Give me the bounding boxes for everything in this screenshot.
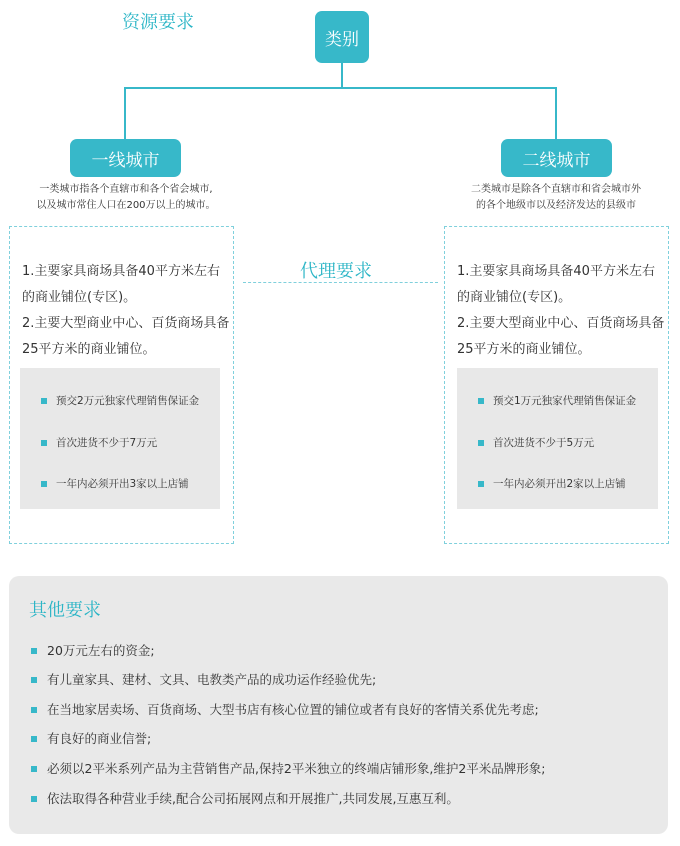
tier2-req-line: 2.主要大型商业中心、百货商场具备 [457,316,665,331]
tier1-req-line: 1.主要家具商场具备40平方米左右 [22,264,220,279]
tier2-term-item: 一年内必须开出2家以上店铺 [493,478,626,490]
category-label: 类别 [325,29,359,50]
tier2-term-item: 预交1万元独家代理销售保证金 [493,395,637,407]
tier2-requirement-text [457,259,667,363]
square-bullet-icon [41,440,47,446]
agent-requirements-title: 代理要求 [300,261,372,282]
tier2-desc-line: 二类城市是除各个直辖市和省会城市外 [471,184,641,195]
resource-requirements-title: 资源要求 [122,12,194,33]
tier1-label: 一线城市 [91,150,160,171]
other-requirement-item: 有良好的商业信誉; [47,731,152,746]
square-bullet-icon [31,736,37,742]
tier1-req-line: 的商业铺位(专区)。 [22,290,137,305]
tier2-requirements-box [444,226,669,544]
square-bullet-icon [31,677,37,683]
tier1-req-line: 2.主要大型商业中心、百货商场具备 [22,316,230,331]
tier2-terms-panel [457,368,658,509]
other-requirement-item: 必须以2平米系列产品为主营销售产品,保持2平米独立的终端店铺形象,维护2平米品牌形象; [47,761,546,776]
tier2-req-line: 1.主要家具商场具备40平方米左右 [457,264,655,279]
tier1-requirements-box [9,226,234,544]
other-requirement-item: 20万元左右的资金; [47,643,155,658]
other-requirement-item: 有儿童家具、建材、文具、电教类产品的成功运作经验优先; [47,672,377,687]
square-bullet-icon [31,707,37,713]
tier2-req-line: 的商业铺位(专区)。 [457,290,572,305]
connector-right-drop [555,87,557,139]
connector-horizontal [124,87,557,89]
connector-left-drop [124,87,126,139]
tier1-description [20,182,232,214]
tier2-req-line: 25平方米的商业铺位。 [457,342,591,357]
agent-divider [243,282,438,283]
tier2-label: 二线城市 [522,150,591,171]
square-bullet-icon [31,796,37,802]
tier1-term-item: 一年内必须开出3家以上店铺 [56,478,189,490]
tier1-desc-line: 一类城市指各个直辖市和各个省会城市, [39,184,213,195]
square-bullet-icon [31,648,37,654]
square-bullet-icon [41,481,47,487]
tier1-desc-line: 以及城市常住人口在200万以上的城市。 [36,200,216,211]
tier1-term-item: 预交2万元独家代理销售保证金 [56,395,200,407]
tier2-node [501,139,612,177]
square-bullet-icon [31,766,37,772]
tier2-desc-line: 的各个地级市以及经济发达的县级市 [476,200,636,211]
other-requirements-title: 其他要求 [29,600,101,621]
square-bullet-icon [478,440,484,446]
connector-vertical-top [341,63,343,88]
tier2-description [448,182,664,214]
tier1-req-line: 25平方米的商业铺位。 [22,342,156,357]
square-bullet-icon [478,398,484,404]
tier1-node [70,139,181,177]
other-requirement-item: 依法取得各种营业手续,配合公司拓展网点和开展推广,共同发展,互惠互利。 [47,791,459,806]
other-requirement-item: 在当地家居卖场、百货商场、大型书店有核心位置的铺位或者有良好的客情关系优先考虑; [47,702,539,717]
square-bullet-icon [41,398,47,404]
square-bullet-icon [478,481,484,487]
tier2-term-item: 首次进货不少于5万元 [493,437,595,449]
tier1-term-item: 首次进货不少于7万元 [56,437,158,449]
tier1-requirement-text [22,259,232,363]
tier1-terms-panel [20,368,220,509]
other-requirements-panel [9,576,668,834]
category-node [315,11,369,63]
